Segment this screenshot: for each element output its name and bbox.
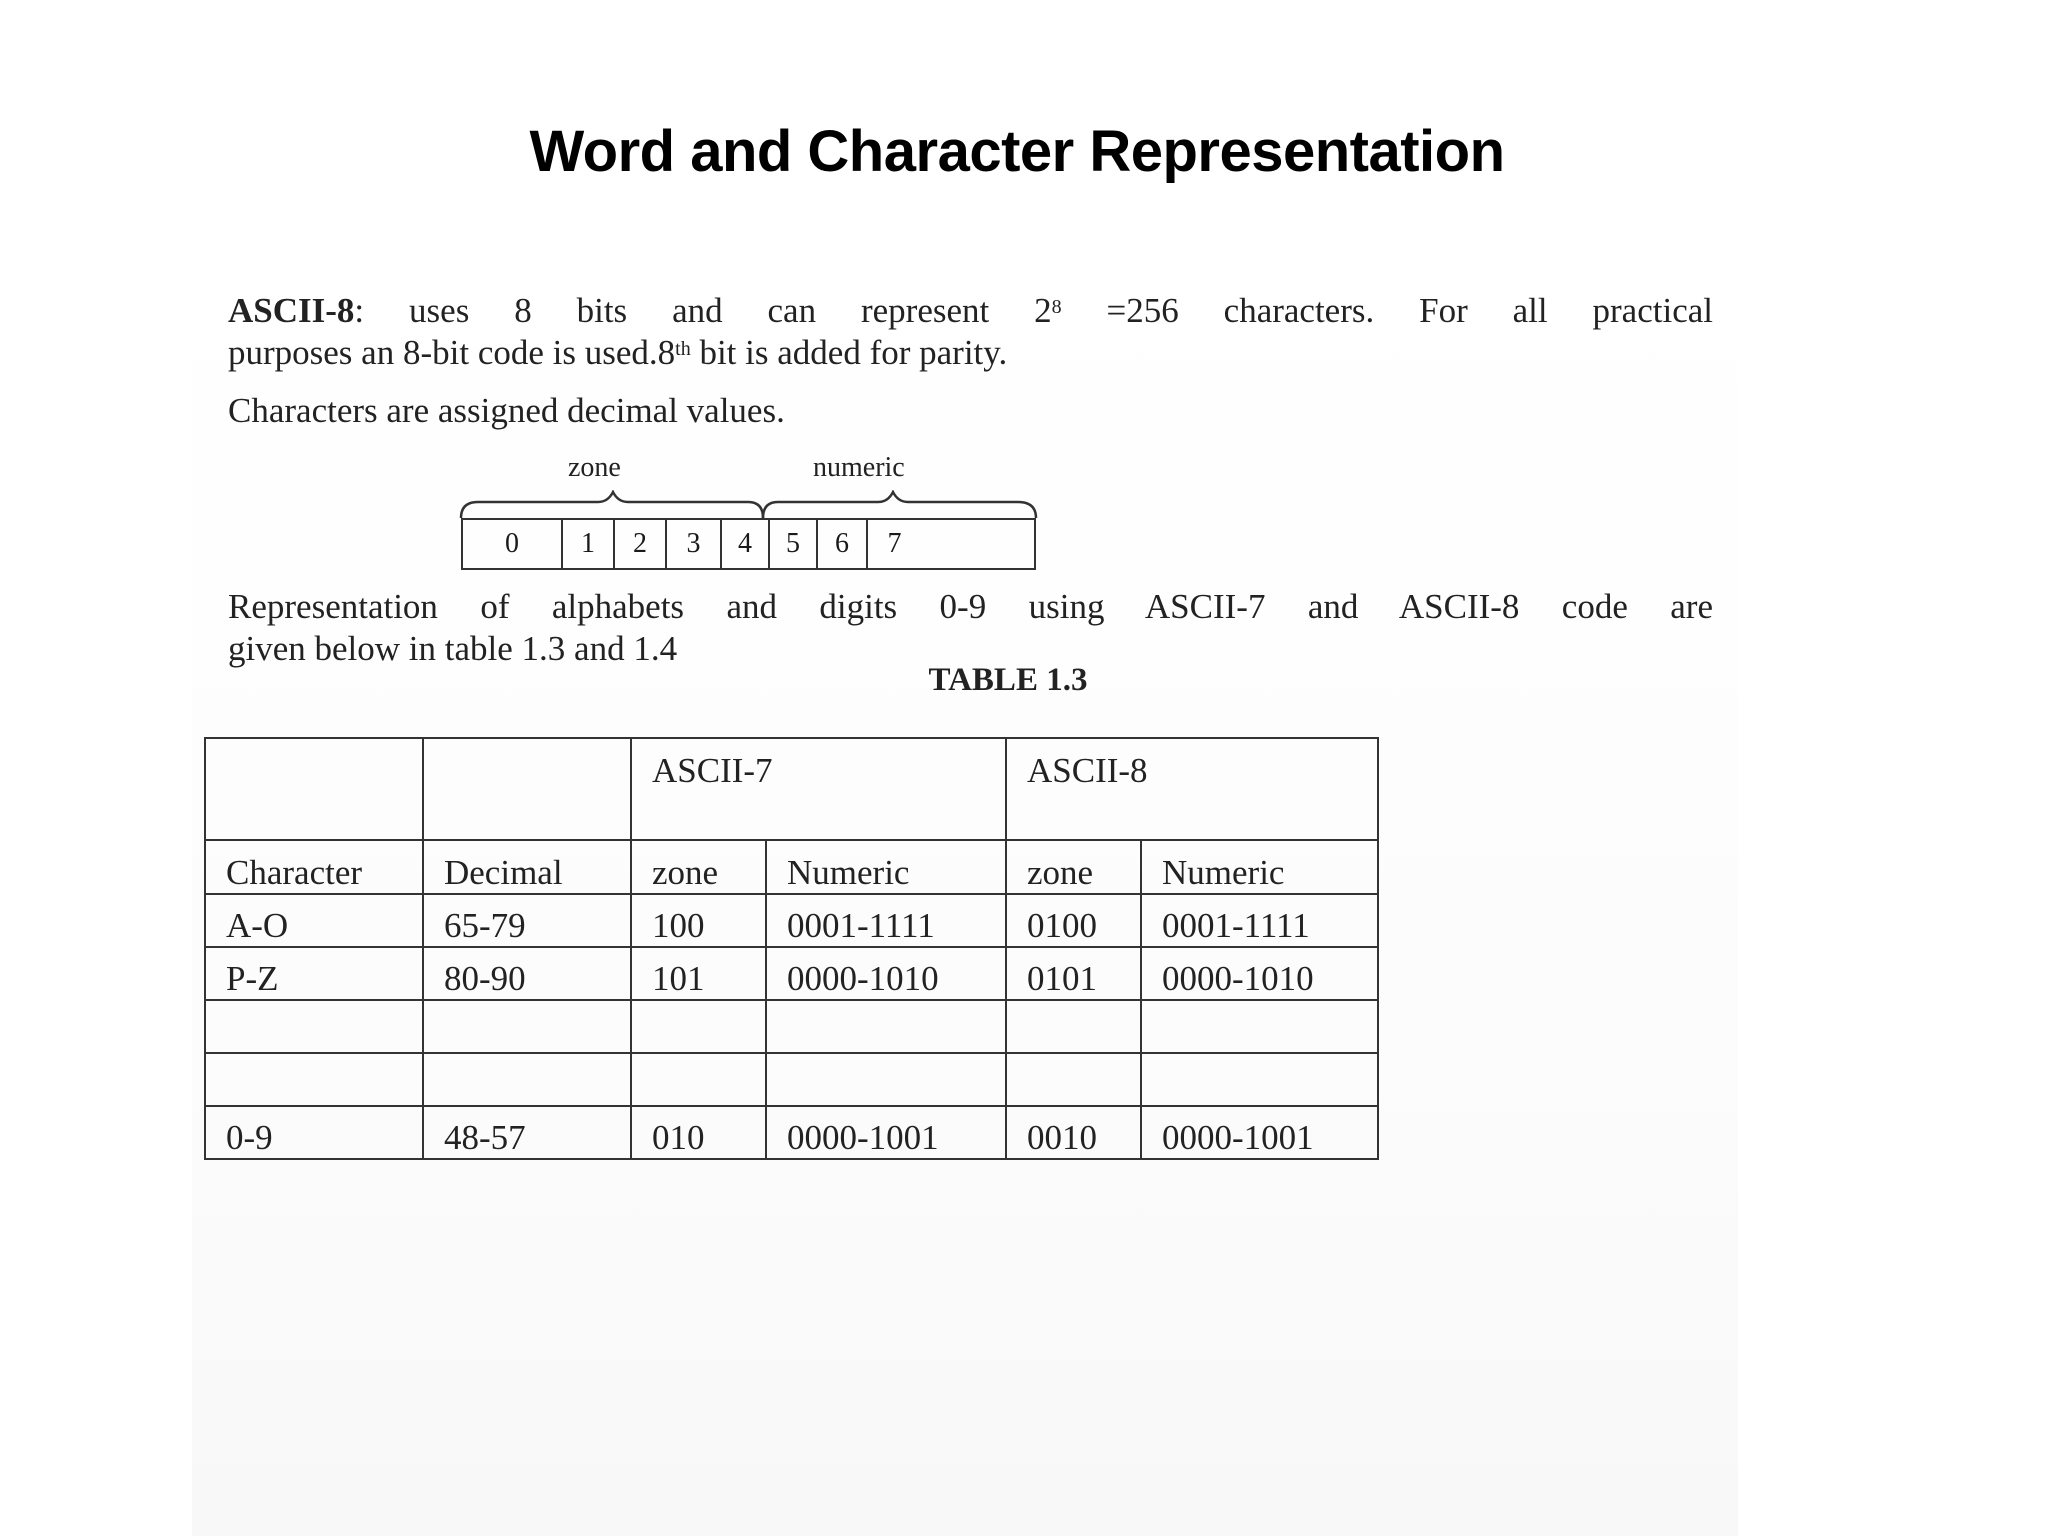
table-cell: [766, 1000, 1006, 1053]
table-row: [205, 1053, 1378, 1106]
column-header: Numeric: [1141, 840, 1378, 894]
ascii8-text-b: =256 characters. For all practical: [1061, 291, 1713, 330]
ascii8-text-a: : uses 8 bits and can represent 2: [354, 291, 1052, 330]
ascii8-paragraph-line-1: [228, 290, 1713, 332]
table-cell: [631, 1000, 766, 1053]
numeric-brace: [763, 492, 1036, 518]
ascii8-paragraph: [228, 290, 1713, 374]
group-header-cell: [205, 738, 423, 840]
table-cell: [1141, 1053, 1378, 1106]
table-cell: 80-90: [423, 947, 631, 1000]
table-cell: [1006, 1000, 1141, 1053]
group-header-cell: ASCII-7: [631, 738, 1006, 840]
table-group-header-row: [205, 738, 1378, 840]
bit-layout-diagram: [458, 452, 1043, 574]
zone-label: zone: [568, 452, 621, 483]
table-row: [205, 1000, 1378, 1053]
table-cell: 0010: [1006, 1106, 1141, 1159]
column-header: zone: [1006, 840, 1141, 894]
group-header-cell: ASCII-8: [1006, 738, 1378, 840]
brace-lines: [458, 490, 1043, 520]
table-cell: 100: [631, 894, 766, 947]
ascii-table: [204, 737, 1379, 1160]
table-cell: 65-79: [423, 894, 631, 947]
decimal-values-paragraph: Characters are assigned decimal values.: [228, 391, 785, 430]
table-row: [205, 947, 1378, 1000]
table-cell: 0001-1111: [1141, 894, 1378, 947]
table-column-header-row: [205, 840, 1378, 894]
slide-title: Word and Character Representation: [529, 119, 1505, 184]
table-cell: [1141, 1000, 1378, 1053]
ordinal-th: th: [675, 338, 691, 360]
numeric-label: numeric: [813, 452, 905, 483]
table-cell: 101: [631, 947, 766, 1000]
ascii8-term: ASCII-8: [228, 291, 355, 330]
table-cell: 0000-1001: [1141, 1106, 1378, 1159]
column-header: Numeric: [766, 840, 1006, 894]
table-row: [205, 894, 1378, 947]
bit-cell-7: 7: [887, 528, 902, 559]
table-cell: 48-57: [423, 1106, 631, 1159]
table-cell: 0101: [1006, 947, 1141, 1000]
bit-cell-6: 6: [818, 520, 868, 568]
table-caption: TABLE 1.3: [928, 662, 1088, 698]
table-cell: [423, 1000, 631, 1053]
table-cell: [205, 1053, 423, 1106]
table-cell: [631, 1053, 766, 1106]
table-cell: P-Z: [205, 947, 423, 1000]
ascii8-text-c: purposes an 8-bit code is used.8: [228, 333, 676, 372]
column-header: Decimal: [423, 840, 631, 894]
bit-cell-5: 5: [770, 520, 818, 568]
table-cell: 010: [631, 1106, 766, 1159]
table-row: [205, 1106, 1378, 1159]
ascii8-paragraph-line-2: [228, 332, 1713, 374]
table-cell: 0000-1010: [766, 947, 1006, 1000]
bit-cell-1: 1: [563, 520, 615, 568]
table-cell: 0001-1111: [766, 894, 1006, 947]
table-cell: 0-9: [205, 1106, 423, 1159]
column-header: Character: [205, 840, 423, 894]
group-header-cell: [423, 738, 631, 840]
table-cell: [766, 1053, 1006, 1106]
bit-cell-3: 3: [667, 520, 722, 568]
table-cell: 0000-1010: [1141, 947, 1378, 1000]
ascii8-text-d: bit is added for parity.: [690, 333, 1008, 372]
bit-cell-0: 0: [463, 520, 563, 568]
representation-line-2: given below in table 1.3 and 1.4: [228, 629, 678, 668]
table-cell: 0000-1001: [766, 1106, 1006, 1159]
bit-cell-4: 4: [722, 520, 770, 568]
table-cell: [423, 1053, 631, 1106]
table-cell: 0100: [1006, 894, 1141, 947]
table-cell: [205, 1000, 423, 1053]
representation-line-1: Representation of alphabets and digits 0-9 using ASCII-7 and ASCII-8 code are: [228, 587, 1713, 626]
zone-brace: [461, 492, 763, 518]
table-cell: A-O: [205, 894, 423, 947]
representation-paragraph: [228, 586, 1713, 670]
column-header: zone: [631, 840, 766, 894]
exponent-8: 8: [1051, 296, 1062, 318]
bit-cell-2: 2: [615, 520, 667, 568]
table-cell: [1006, 1053, 1141, 1106]
bit-cells: [461, 518, 1036, 570]
